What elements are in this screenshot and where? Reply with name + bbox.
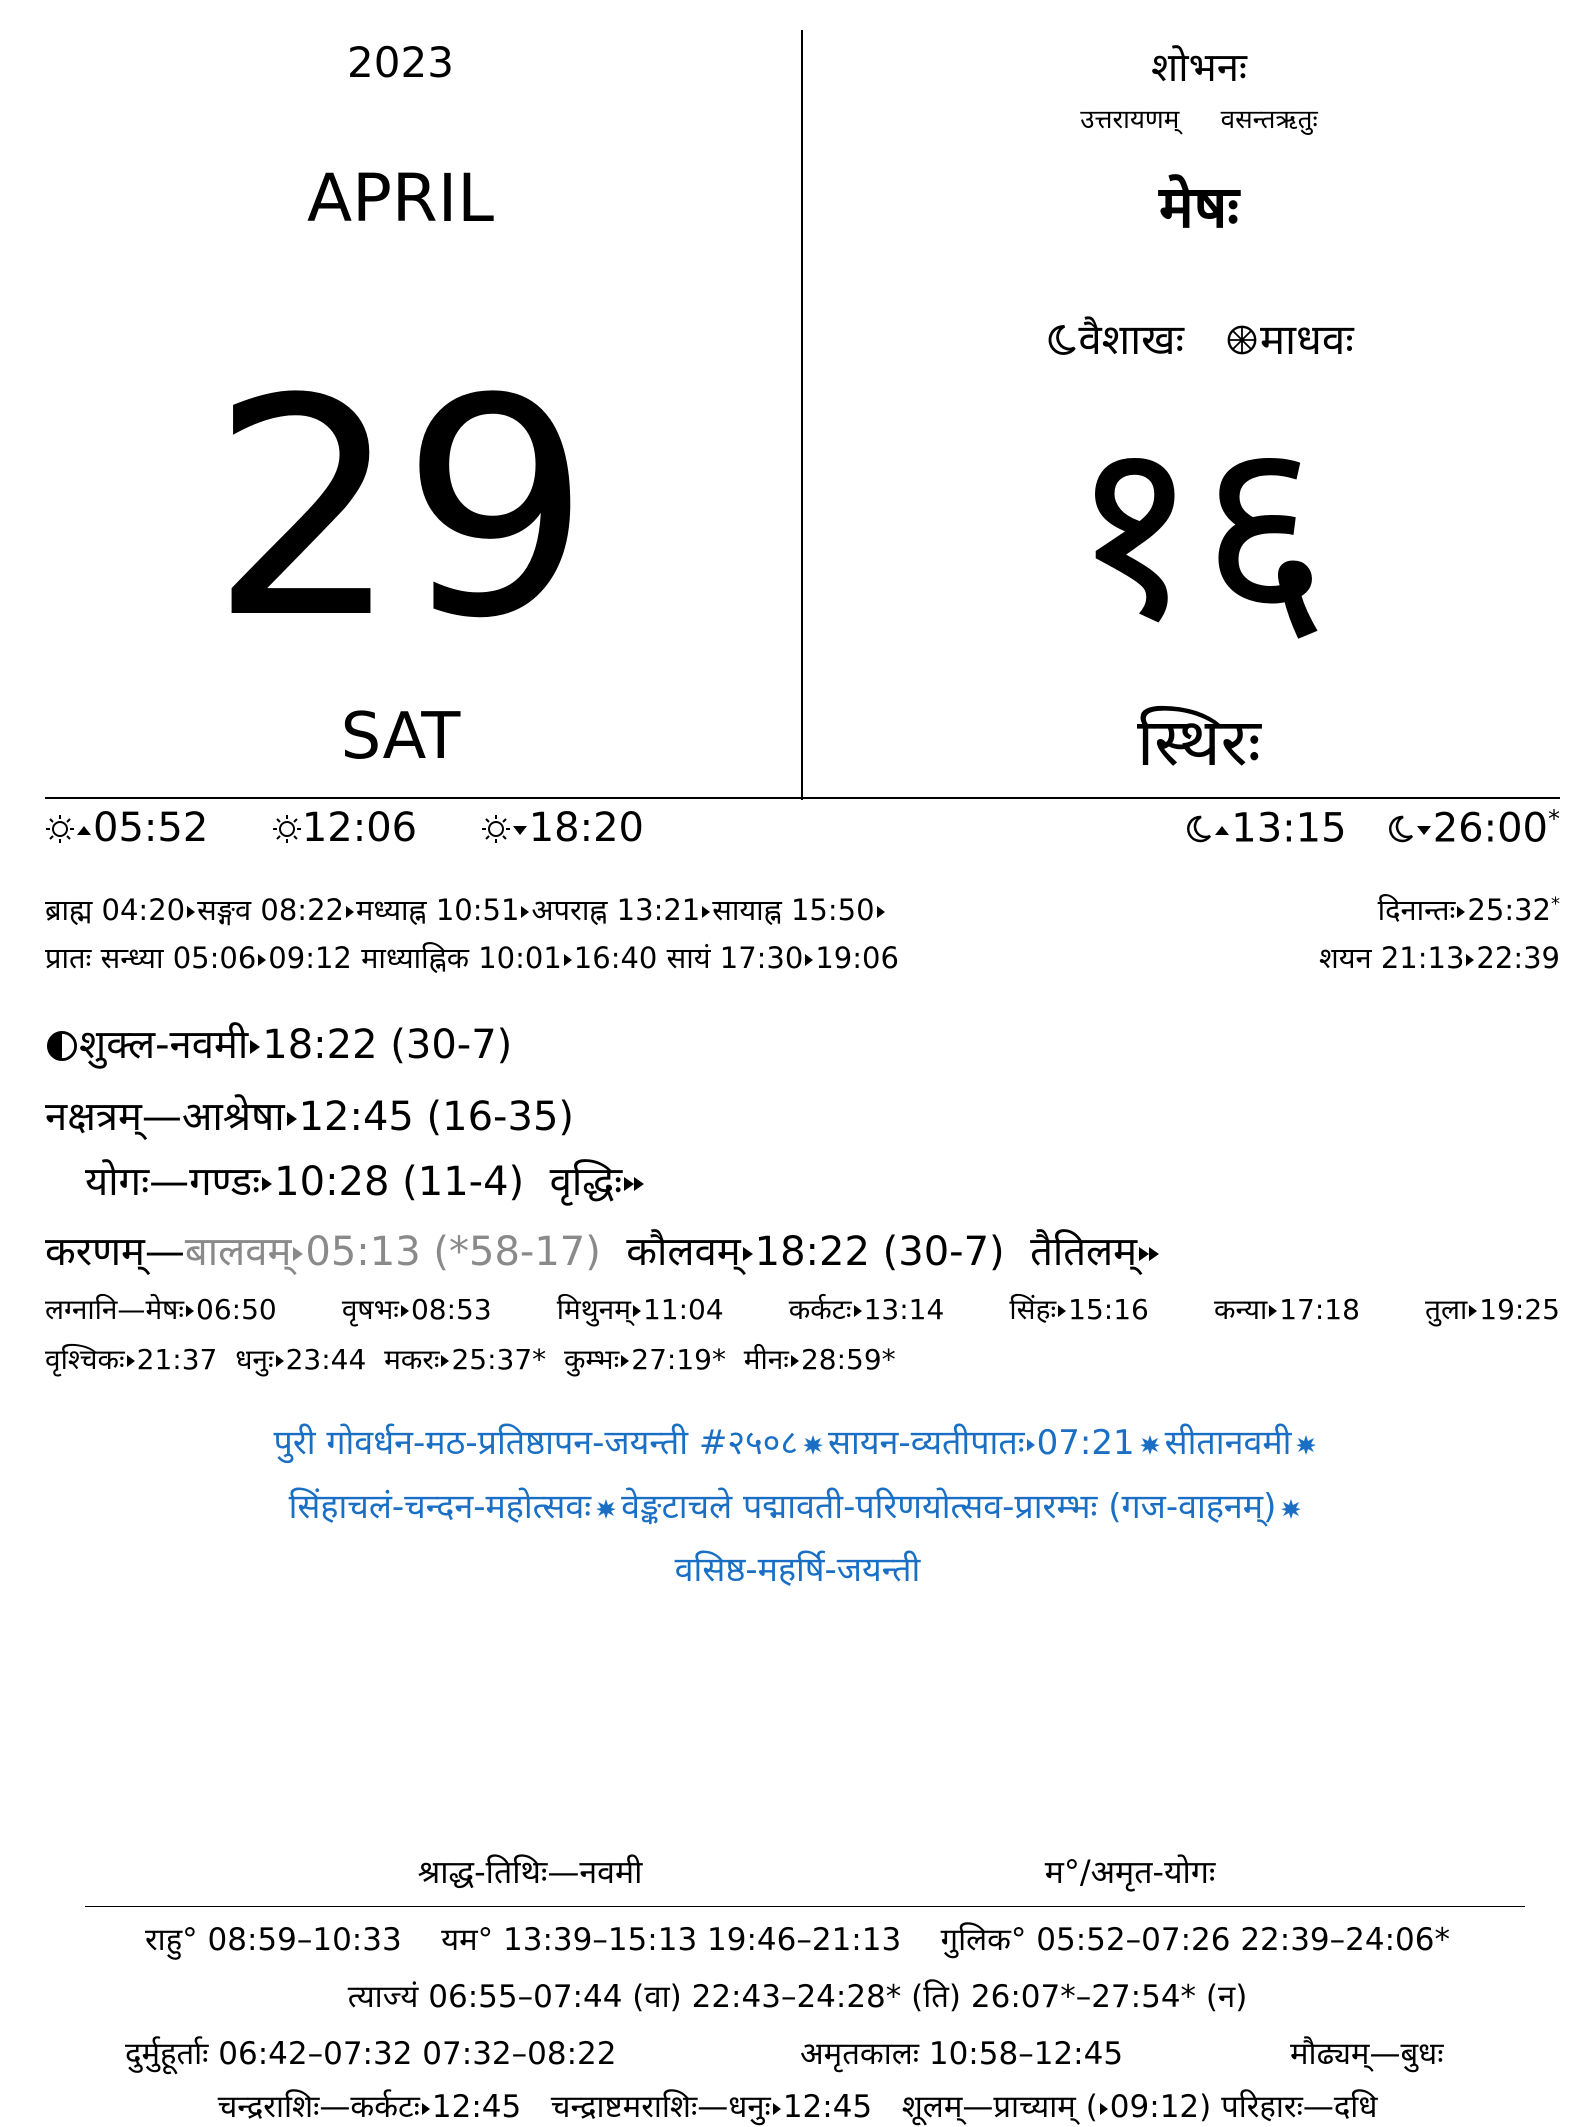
festival-sitanavami: सीतानवमी <box>1164 1423 1292 1463</box>
star-separator-icon <box>1295 1434 1317 1456</box>
arrow-right-icon <box>621 1355 629 1367</box>
gulika-kala: गुलिक° 05:52–07:26 22:39–24:06* <box>940 1922 1450 1958</box>
arrow-right-icon <box>564 954 572 966</box>
lagna-item <box>384 1343 546 1376</box>
tithi-line <box>45 1015 512 1070</box>
noon-time-group <box>272 805 430 851</box>
sun-wheel-icon <box>1224 322 1260 358</box>
shayana-label: शयन 21:13 <box>1318 941 1465 975</box>
shula-time: 09:12) <box>1109 2089 1212 2125</box>
lagna-item <box>744 1343 896 1376</box>
chandra-rashi: चन्द्रराशिः—कर्कटः <box>217 2089 420 2125</box>
shraddha-tithi: श्राद्ध-तिथिः—नवमी <box>417 1853 643 1891</box>
day-number: 29 <box>209 335 592 684</box>
arrow-right-icon <box>702 906 710 918</box>
sunrise-time-group <box>45 805 221 851</box>
lagna-item <box>45 1290 277 1328</box>
arrow-right-icon <box>743 1247 753 1261</box>
double-arrow-icon <box>1139 1247 1149 1261</box>
lagna-name: कुम्भः <box>564 1343 620 1376</box>
half-moon-icon <box>45 1029 79 1063</box>
lagna-time: 28:59* <box>800 1343 896 1376</box>
lagna-name: वृश्चिकः <box>45 1343 125 1376</box>
arrow-right-icon <box>287 1112 297 1126</box>
lunar-month: वैशाखः <box>1078 315 1184 364</box>
aparahna-time: अपराह्न 13:21 <box>531 893 701 927</box>
shayana <box>1319 938 1560 977</box>
parihara: परिहारः—दधि <box>1221 2089 1378 2125</box>
shula: शूलम्—प्राच्याम् ( <box>901 2089 1098 2125</box>
arrow-right-icon <box>805 954 813 966</box>
yoga-end: 10:28 (11-4) <box>274 1159 525 1205</box>
star-separator-icon <box>595 1498 617 1520</box>
festival-line-1 <box>0 1418 1595 1464</box>
moonrise: 13:15 <box>1231 805 1347 852</box>
lagna-name: मीनः <box>743 1343 789 1376</box>
lagna-name: कर्कटः <box>788 1293 852 1326</box>
festival-line-3 <box>0 1545 1595 1591</box>
moonset: 26:00 <box>1432 805 1548 852</box>
lagna-time: 17:18 <box>1279 1293 1360 1326</box>
sayam-sandhya: सायं 17:30 <box>666 941 804 975</box>
festival-vyatipata: सायन-व्यतीपातः <box>828 1423 1025 1463</box>
arrow-right-icon <box>1058 1305 1066 1317</box>
lagna-time: 25:37* <box>451 1343 547 1376</box>
lagna-name: मिथुनम् <box>556 1293 631 1326</box>
star-separator-icon <box>1280 1498 1302 1520</box>
lagna-name: कन्या <box>1213 1293 1268 1326</box>
kala-row-2 <box>45 938 1560 977</box>
lagna-label: लग्नानि— <box>45 1293 146 1326</box>
lagna-name: सिंहः <box>1009 1293 1057 1326</box>
lagna-time: 19:25 <box>1479 1293 1560 1326</box>
double-arrow-icon-2 <box>634 1177 644 1191</box>
sandhya-times <box>45 938 899 977</box>
sun-icon <box>272 814 302 844</box>
lagna-item <box>564 1343 726 1376</box>
crescent-moon-icon <box>1044 323 1078 357</box>
yama-ganda: यम° 13:39–15:13 19:46–21:13 <box>441 1922 902 1958</box>
pratah-sandhya: प्रातः सन्ध्या 05:06 <box>45 941 257 975</box>
lagna-item <box>789 1290 944 1328</box>
karana-second-end: 18:22 (30-7) <box>754 1229 1005 1275</box>
footer-divider <box>85 1906 1525 1907</box>
karana-line <box>45 1222 1161 1277</box>
lagna-item <box>45 1343 217 1376</box>
arrow-right-icon <box>127 1355 135 1367</box>
ritu: वसन्तऋतुः <box>1220 105 1318 135</box>
festival-venkatachala: वेङ्कटाचले पद्मावती-परिणयोत्सव-प्रारम्भः (गज-वाहनम्) <box>621 1487 1277 1527</box>
arrow-right-icon <box>1466 954 1474 966</box>
madhyahna-time: मध्याह्न 10:51 <box>355 893 520 927</box>
solar-month: मेषः <box>1159 173 1239 241</box>
crescent-moon-icon <box>1385 814 1415 844</box>
yoga-line <box>85 1152 646 1207</box>
arrow-right-icon <box>258 954 266 966</box>
sunrise: 05:52 <box>93 805 209 851</box>
arrow-right-icon <box>1469 1305 1477 1317</box>
chandra-rashi-time: 12:45 <box>431 2089 522 2125</box>
yoga-next: वृद्धिः <box>549 1159 623 1205</box>
shayana-end: 22:39 <box>1476 941 1560 975</box>
arrow-right-icon <box>250 1040 260 1054</box>
rahu-kala: राहु° 08:59–10:33 <box>145 1922 402 1958</box>
lagna-name: मकरः <box>384 1343 440 1376</box>
sun-icon <box>45 814 75 844</box>
double-arrow-icon <box>624 1177 634 1191</box>
arrow-right-icon <box>773 2103 781 2115</box>
festival-line-2 <box>0 1482 1595 1528</box>
festival-vasishtha: वसिष्ठ-महर्षि-जयन्ती <box>674 1550 921 1590</box>
double-arrow-icon-2 <box>1149 1247 1159 1261</box>
dinanta-time: 25:32 <box>1467 893 1551 927</box>
karana-first: बालवम् <box>184 1229 292 1275</box>
festival-puri: पुरी गोवर्धन-मठ-प्रतिष्ठापन-जयन्ती #२५०८ <box>273 1423 799 1463</box>
sunset: 18:20 <box>528 805 644 851</box>
lunar-vedic-month <box>803 310 1595 367</box>
rise-arrow-icon <box>1215 826 1229 835</box>
star-separator-icon <box>802 1434 824 1456</box>
year: 2023 <box>347 38 454 87</box>
lagna-name: मेषः <box>145 1293 185 1326</box>
arrow-right-icon <box>441 1355 449 1367</box>
weekday: SAT <box>340 700 461 774</box>
arrow-right-icon <box>1027 1439 1035 1451</box>
yoga-name: शोभनः <box>1151 45 1247 91</box>
tyajya: त्याज्यं 06:55–07:44 (वा) 22:43–24:28* (ति) 26:07*–27:54* (न) <box>347 1979 1248 2015</box>
lagna-item <box>557 1290 724 1328</box>
moonset-next-day-mark: * <box>1548 805 1560 833</box>
vedic-month: माधवः <box>1260 315 1354 364</box>
pratah-end: 09:12 <box>268 941 352 975</box>
arrow-right-icon <box>521 906 529 918</box>
lagna-item <box>342 1290 492 1328</box>
karana-second: कौलवम् <box>626 1229 741 1275</box>
arrow-right-icon <box>422 2103 430 2115</box>
chandrashtama: चन्द्राष्टमराशिः—धनुः <box>550 2089 771 2125</box>
set-arrow-icon <box>513 826 527 835</box>
tithi-end: 18:22 (30-7) <box>262 1022 513 1068</box>
lagna-name: धनुः <box>235 1343 274 1376</box>
kala-row-1 <box>45 890 1560 929</box>
lagna-time: 23:44 <box>285 1343 367 1376</box>
kala-divisions <box>45 890 887 929</box>
maudhya: मौढ्यम्—बुधः <box>1290 2036 1444 2072</box>
lagna-name: तुला <box>1425 1293 1468 1326</box>
star-separator-icon <box>1139 1434 1161 1456</box>
lagna-item <box>1214 1290 1360 1328</box>
lagna-item <box>1425 1290 1560 1328</box>
lagna-time: 27:19* <box>631 1343 726 1376</box>
madhyahnika: माध्याह्निक 10:01 <box>361 941 562 975</box>
arrow-right-icon <box>1269 1305 1277 1317</box>
nakshatra-line <box>45 1087 574 1142</box>
solar-day-number: १६ <box>1069 384 1329 675</box>
sun-icon <box>481 814 511 844</box>
arrow-right-icon <box>346 906 354 918</box>
durmuhurta: दुर्मुहूर्ताः 06:42–07:32 07:32–08:22 <box>125 2036 617 2072</box>
karana-label: करणम्— <box>45 1229 185 1275</box>
tithi-name: शुक्ल-नवमी <box>79 1022 249 1068</box>
amrita-yoga: म°/अमृत-योगः <box>1044 1853 1216 1891</box>
arrow-right-icon <box>1457 906 1465 918</box>
arrow-right-icon <box>633 1305 641 1317</box>
arrow-right-icon <box>1100 2103 1108 2115</box>
lagna-time: 06:50 <box>196 1293 277 1326</box>
lagna-row-1 <box>45 1290 1560 1328</box>
arrow-right-icon <box>293 1247 303 1261</box>
samvatsara: स्थिरः <box>1137 704 1261 781</box>
lagna-item <box>1009 1290 1148 1328</box>
rise-arrow-icon <box>77 826 91 835</box>
moon-times <box>1183 805 1560 851</box>
ayana: उत्तरायणम् <box>1080 105 1180 135</box>
arrow-right-icon <box>186 1305 194 1317</box>
madhyahnika-end: 16:40 <box>573 941 658 975</box>
lagna-time: 15:16 <box>1068 1293 1149 1326</box>
lagna-time: 11:04 <box>642 1293 724 1326</box>
lagna-time: 21:37 <box>136 1343 218 1376</box>
festival-vyatipata-time: 07:21 <box>1036 1423 1135 1463</box>
nakshatra-end: 12:45 (16-35) <box>298 1094 574 1140</box>
arrow-right-icon <box>854 1305 862 1317</box>
ayana-ritu <box>803 100 1595 136</box>
chandrashtama-time: 12:45 <box>782 2089 873 2125</box>
rashi-line <box>0 2085 1595 2127</box>
sangava-time: सङ्गव 08:22 <box>197 893 344 927</box>
amritakala: अमृतकालः 10:58–12:45 <box>800 2036 1124 2072</box>
lagna-row-2 <box>45 1340 896 1378</box>
nakshatra-name: नक्षत्रम्—आश्रेषा <box>45 1094 285 1140</box>
crescent-moon-icon <box>1183 814 1213 844</box>
sayam-end: 19:06 <box>815 941 899 975</box>
arrow-right-icon <box>187 906 195 918</box>
sun-times <box>45 805 644 851</box>
lagna-item <box>235 1343 366 1376</box>
karana-third: तैतिलम् <box>1030 1229 1138 1275</box>
arrow-right-icon <box>877 906 885 918</box>
lagna-name: वृषभः <box>341 1293 399 1326</box>
set-arrow-icon <box>1417 826 1431 835</box>
solar-noon: 12:06 <box>301 805 418 851</box>
arrow-right-icon <box>401 1305 409 1317</box>
dinanta-label: दिनान्तः <box>1377 893 1456 927</box>
month-name: APRIL <box>306 160 495 237</box>
karana-first-end: 05:13 (*58-17) <box>305 1229 601 1275</box>
lagna-time: 08:53 <box>410 1293 492 1326</box>
inauspicious-times <box>0 1918 1595 1960</box>
sunset-time-group <box>481 805 644 851</box>
horizontal-divider <box>45 797 1560 799</box>
brahma-time: ब्राह्म 04:20 <box>45 893 186 927</box>
arrow-right-icon <box>791 1355 799 1367</box>
festival-simhachalam: सिंहाचलं-चन्दन-महोत्सवः <box>288 1487 592 1527</box>
sayahna-time: सायाह्न 15:50 <box>712 893 875 927</box>
yoga-name-line: योगः—गण्डः <box>85 1159 261 1205</box>
arrow-right-icon <box>276 1355 284 1367</box>
lagna-time: 13:14 <box>863 1293 945 1326</box>
arrow-right-icon <box>262 1177 272 1191</box>
dinanta: दिनान्तः 25:32* <box>1377 893 1560 927</box>
